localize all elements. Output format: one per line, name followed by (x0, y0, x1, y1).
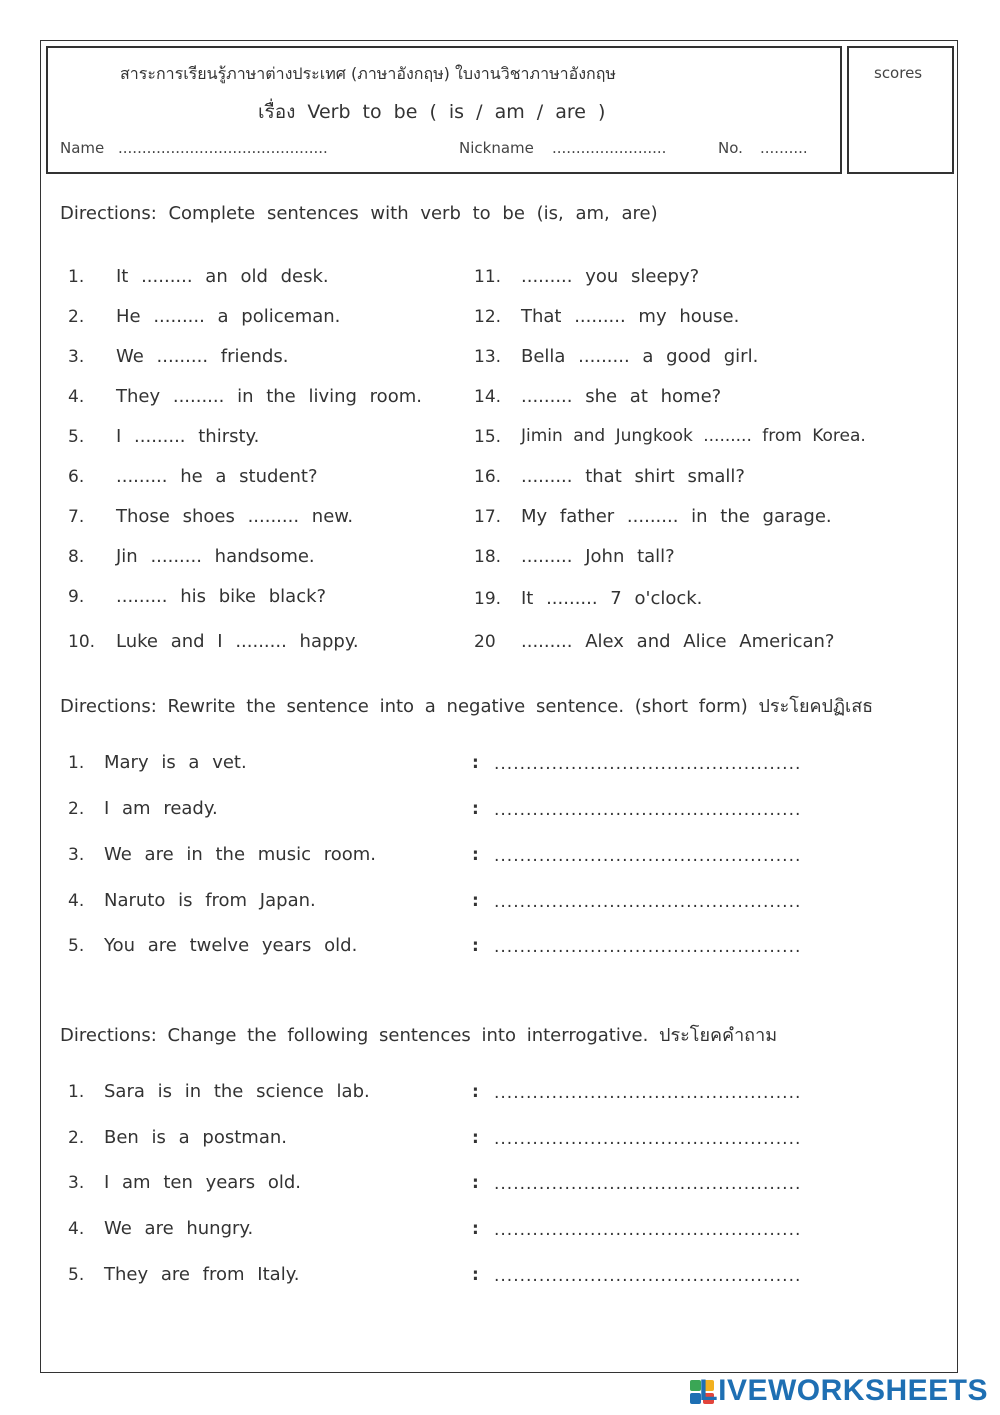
item-sentence: I am ten years old. (104, 1172, 301, 1193)
question-number: 1. (68, 267, 85, 287)
question-number: 15. (474, 427, 502, 447)
answer-blank[interactable]: ................................................ (494, 846, 802, 866)
question-text[interactable]: That ......... my house. (521, 306, 740, 327)
topic-title: เรื่อง Verb to be ( is / am / are ) (258, 101, 606, 123)
subject-line: สาระการเรียนรู้ภาษาต่างประเทศ (ภาษาอังกฤษ) ใบงานวิชาภาษาอังกฤษ (120, 64, 616, 83)
answer-blank[interactable]: ................................................ (494, 1174, 802, 1194)
answer-blank[interactable]: ................................................ (494, 800, 802, 820)
answer-blank[interactable]: ................................................ (494, 1129, 802, 1149)
item-colon: : (472, 1082, 479, 1102)
name-label: Name (60, 139, 105, 157)
item-sentence: Mary is a vet. (104, 752, 247, 773)
item-sentence: Naruto is from Japan. (104, 890, 316, 911)
question-text[interactable]: We ......... friends. (116, 346, 289, 367)
section2-directions: Directions: Rewrite the sentence into a negative sentence. (short form) ประโยคปฏิเสธ (60, 696, 874, 717)
question-number: 9. (68, 587, 85, 607)
question-number: 2. (68, 307, 85, 327)
answer-blank[interactable]: ................................................ (494, 1220, 802, 1240)
item-colon: : (472, 936, 479, 956)
item-colon: : (472, 891, 479, 911)
item-sentence: We are hungry. (104, 1218, 254, 1239)
item-colon: : (472, 1219, 479, 1239)
item-sentence: We are in the music room. (104, 844, 376, 865)
question-number: 4. (68, 387, 85, 407)
answer-blank[interactable]: ................................................ (494, 1266, 802, 1286)
question-text[interactable]: Those shoes ......... new. (116, 506, 354, 527)
question-text[interactable]: It ......... an old desk. (116, 266, 329, 287)
question-number: 12. (474, 307, 502, 327)
item-sentence: I am ready. (104, 798, 218, 819)
answer-blank[interactable]: ................................................ (494, 754, 802, 774)
item-number: 1. (68, 753, 85, 773)
question-number: 18. (474, 547, 502, 567)
item-number: 5. (68, 936, 85, 956)
question-number: 3. (68, 347, 85, 367)
item-sentence: They are from Italy. (104, 1264, 300, 1285)
number-field[interactable]: .......... (760, 139, 808, 157)
question-text[interactable]: It ......... 7 o'clock. (521, 588, 703, 609)
item-sentence: Sara is in the science lab. (104, 1081, 370, 1102)
item-number: 1. (68, 1082, 85, 1102)
item-number: 4. (68, 1219, 85, 1239)
item-colon: : (472, 1173, 479, 1193)
question-text[interactable]: My father ......... in the garage. (521, 506, 832, 527)
section3-directions: Directions: Change the following sentences into interrogative. ประโยคคำถาม (60, 1025, 778, 1046)
question-number: 5. (68, 427, 85, 447)
question-number: 14. (474, 387, 502, 407)
question-text[interactable]: ......... you sleepy? (521, 266, 700, 287)
nickname-label: Nickname (459, 139, 534, 157)
item-number: 5. (68, 1265, 85, 1285)
item-colon: : (472, 1265, 479, 1285)
item-colon: : (472, 845, 479, 865)
question-number: 6. (68, 467, 85, 487)
question-text[interactable]: Jimin and Jungkook ......... from Korea. (521, 426, 866, 446)
scores-label: scores (874, 64, 923, 82)
question-text[interactable]: They ......... in the living room. (116, 386, 422, 407)
question-text[interactable]: ......... that shirt small? (521, 466, 745, 487)
item-colon: : (472, 799, 479, 819)
question-number: 20 (474, 632, 496, 652)
question-text[interactable]: ......... she at home? (521, 386, 722, 407)
item-number: 4. (68, 891, 85, 911)
question-number: 11. (474, 267, 502, 287)
number-label: No. (718, 139, 743, 157)
question-number: 10. (68, 632, 96, 652)
question-number: 7. (68, 507, 85, 527)
item-sentence: You are twelve years old. (104, 935, 358, 956)
answer-blank[interactable]: ................................................ (494, 1083, 802, 1103)
question-text[interactable]: Jin ......... handsome. (116, 546, 315, 567)
item-number: 3. (68, 845, 85, 865)
question-text[interactable]: ......... Alex and Alice American? (521, 631, 835, 652)
item-number: 2. (68, 799, 85, 819)
name-field[interactable]: ............................................ (118, 139, 328, 157)
question-number: 17. (474, 507, 502, 527)
question-text[interactable]: ......... he a student? (116, 466, 318, 487)
answer-blank[interactable]: ................................................ (494, 937, 802, 957)
question-text[interactable]: He ......... a policeman. (116, 306, 341, 327)
item-number: 2. (68, 1128, 85, 1148)
question-text[interactable]: ......... John tall? (521, 546, 675, 567)
item-colon: : (472, 753, 479, 773)
item-colon: : (472, 1128, 479, 1148)
question-number: 16. (474, 467, 502, 487)
question-text[interactable]: I ......... thirsty. (116, 426, 260, 447)
liveworksheets-brand[interactable]: LIVEWORKSHEETS (699, 1374, 988, 1407)
item-number: 3. (68, 1173, 85, 1193)
question-number: 19. (474, 589, 502, 609)
item-sentence: Ben is a postman. (104, 1127, 287, 1148)
question-text[interactable]: Bella ......... a good girl. (521, 346, 759, 367)
question-number: 13. (474, 347, 502, 367)
answer-blank[interactable]: ................................................ (494, 892, 802, 912)
question-text[interactable]: ......... his bike black? (116, 586, 327, 607)
question-number: 8. (68, 547, 85, 567)
question-text[interactable]: Luke and I ......... happy. (116, 631, 359, 652)
nickname-field[interactable]: ........................ (552, 139, 667, 157)
section1-directions: Directions: Complete sentences with verb to be (is, am, are) (60, 203, 658, 224)
